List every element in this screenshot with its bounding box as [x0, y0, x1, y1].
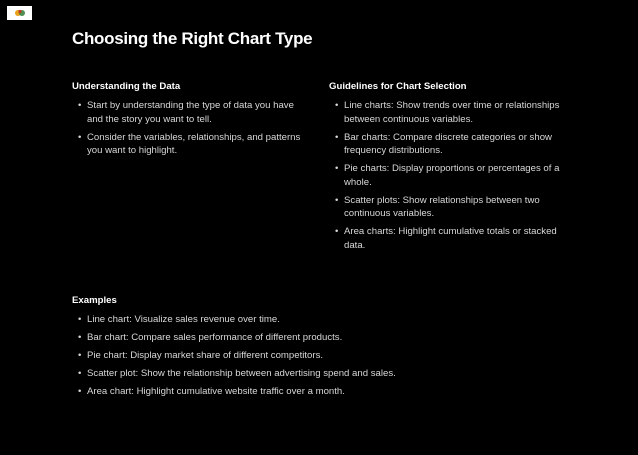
- list-item-text: Area chart: Highlight cumulative website traffic over a month.: [87, 386, 345, 397]
- list-item: [329, 131, 561, 158]
- bullet-icon: •: [78, 314, 82, 325]
- guidelines-list: [329, 99, 561, 252]
- list-item-text: Scatter plots: Show relationships between two continuous variables.: [344, 194, 540, 219]
- list-item: [72, 99, 312, 126]
- bullet-icon: •: [335, 163, 339, 174]
- bullet-icon: •: [335, 226, 339, 237]
- bullet-icon: •: [78, 131, 82, 143]
- list-item-text: Bar charts: Compare discrete categories or show frequency distributions.: [344, 131, 552, 156]
- bullet-icon: •: [78, 386, 82, 397]
- list-item: [329, 162, 561, 189]
- examples-heading: Examples: [72, 295, 117, 306]
- logo-icon: [7, 6, 32, 20]
- bullet-icon: •: [335, 100, 339, 111]
- list-item: [72, 313, 492, 327]
- list-item: [329, 194, 561, 221]
- list-item: [72, 131, 312, 158]
- list-item-text: Pie chart: Display market share of different competitors.: [87, 350, 324, 361]
- bullet-icon: •: [78, 332, 82, 343]
- list-item: [72, 385, 492, 399]
- bullet-icon: •: [335, 194, 339, 206]
- understanding-data-section: [72, 81, 312, 162]
- guidelines-heading: Guidelines for Chart Selection: [329, 81, 467, 92]
- list-item-text: Line charts: Show trends over time or relationships between continuous variables.: [344, 100, 560, 125]
- list-item-text: Consider the variables, relationships, and patterns you want to highlight.: [87, 131, 301, 156]
- bullet-icon: •: [78, 368, 82, 379]
- list-item-text: Pie charts: Display proportions or percentages of a whole.: [344, 163, 560, 188]
- understanding-data-list: [72, 99, 312, 158]
- list-item: [72, 367, 492, 381]
- examples-list: [72, 313, 492, 399]
- list-item: [329, 225, 561, 252]
- list-item: [72, 331, 492, 345]
- list-item: [329, 99, 561, 126]
- list-item-text: Scatter plot: Show the relationship between advertising spend and sales.: [87, 368, 396, 379]
- list-item-text: Line chart: Visualize sales revenue over time.: [87, 314, 280, 325]
- examples-section: [72, 295, 492, 403]
- page-title: Choosing the Right Chart Type: [72, 29, 313, 48]
- list-item-text: Area charts: Highlight cumulative totals or stacked data.: [344, 226, 557, 251]
- bullet-icon: •: [335, 131, 339, 143]
- bullet-icon: •: [78, 350, 82, 361]
- list-item-text: Start by understanding the type of data you have and the story you want to tell.: [87, 100, 294, 125]
- list-item: [72, 349, 492, 363]
- list-item-text: Bar chart: Compare sales performance of different products.: [87, 332, 343, 343]
- understanding-data-heading: Understanding the Data: [72, 81, 181, 92]
- guidelines-section: [329, 81, 561, 257]
- bullet-icon: •: [78, 100, 82, 111]
